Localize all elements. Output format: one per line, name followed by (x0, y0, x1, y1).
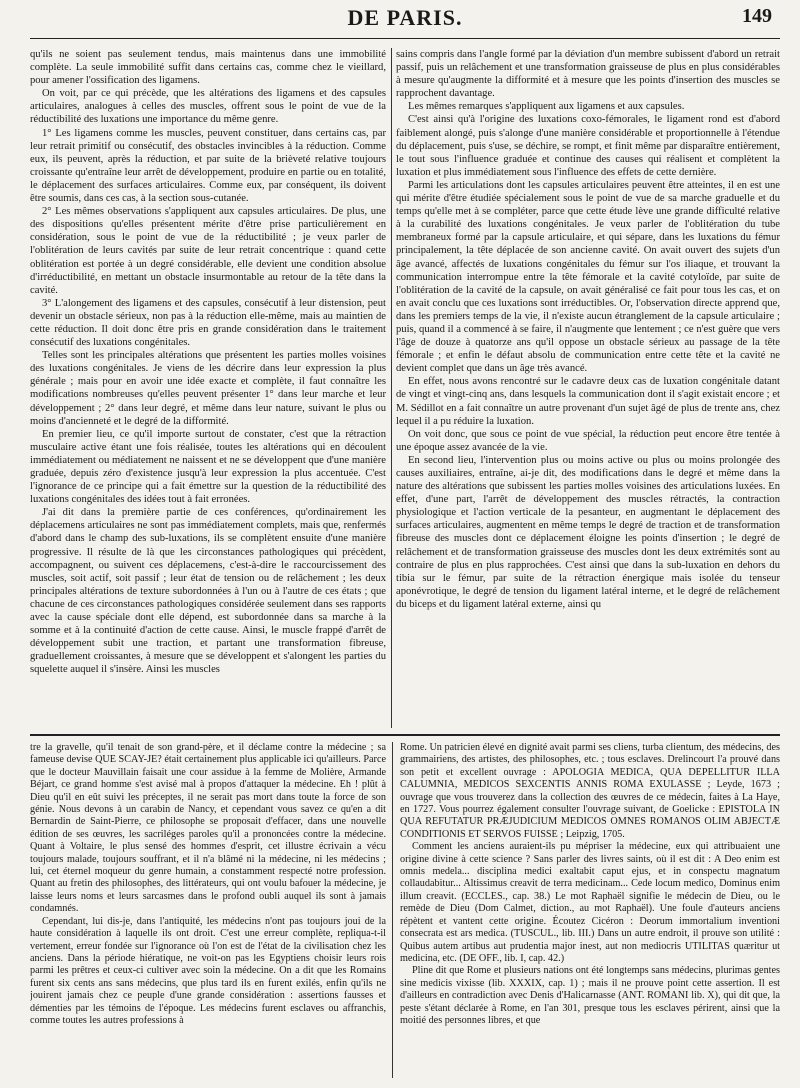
column-bottom-right (400, 742, 780, 1078)
paragraph: On voit, par ce qui précède, que les altérations des ligamens et des capsules articulaires, analogues à celles des muscles, offrent sous le point de vue de la réductibilité des luxations une importance du même genre. (30, 88, 386, 126)
paragraph: En premier lieu, ce qu'il importe surtout de constater, c'est que la rétraction musculaire active étant une fois réalisée, toutes les altérations qui en découlent immédiatement ou médiatement ne naissent et ne se développent que d'une manière graduée, depuis zéro d'existence jusqu'à leur expression la plus accentuée. C'est l'ignorance de ce principe qui a fait émettre sur la question de la réductibilité des luxations congénitales des idées tout à fait erronées. (30, 428, 386, 506)
paragraph: Comment les anciens auraient-ils pu mépriser la médecine, eux qui attribuaient une origine divine à cette science ? Sans parler des livres saints, où il est dit : A Deo enim est omnis medela... disciplina medici exaltabit caput ejus, et in conspectu magnatum collaudabitur... Altissimus creavit de terra medicinam... Cede locum medico, Dominus enim illum creavit. (ECCLES., cap. 38.) Le mot Raphaël signifie le médecin de Dieu, ou le remède de Dieu (Dom Calmet, diction., au mot Raphaël). Une foule d'auteurs anciens répètent et vantent cette origine. Écoutez Cicéron : Deorum immortalium inventioni consecrata est ars medica. (TUSCUL., lib. III.) Dans un autre endroit, il prouve son utilité : Quibus autem artibus aut prudentia major inest, aut non mediocris UTILITAS quæritur ut medicina, etc. (DE OFF., lib. I, cap. 42.) (400, 841, 780, 964)
paragraph: C'est ainsi qu'à l'origine des luxations coxo-fémorales, le ligament rond est d'abord faiblement alongé, puis s'alonge d'une manière considérable et proportionnelle à l'étendue du déplacement, puis s'use, se déchire, se rompt, et finit même par disparaître entièrement, le tout sous l'influence graduée et continue des causes qui réalisent et complètent la luxation et plus immédiatement sous l'influence des effets de cette dernière. (396, 114, 780, 178)
paragraph: On voit donc, que sous ce point de vue spécial, la réduction peut encore être tentée à une époque assez avancée de la vie. (396, 428, 780, 453)
paragraph: Les mêmes remarques s'appliquent aux ligamens et aux capsules. (408, 101, 685, 113)
paragraph: qu'ils ne soient pas seulement tendus, mais maintenus dans une immobilité complète. La seule immobilité suffit dans certains cas, comme chez le vieillard, pour amener l'ossification des ligamens. (30, 49, 386, 87)
paragraph: 2° Les mêmes observations s'appliquent aux capsules articulaires. De plus, une des dispositions qu'elles présentent mérite d'être prise particulièrement en considération, sous le point de vue de la réductibilité ; je veux parler de l'oblitération de leurs cavités par suite de leur retrait concentrique : quand cette oblitération est portée à un degré considérable, elle devient une condition absolue d'irréductibilité, en mettant un obstacle insurmontable au retour de la tête dans la cavité. (30, 206, 386, 296)
paragraph: sains compris dans l'angle formé par la déviation d'un membre subissent d'abord un retrait passif, puis un relâchement et une transformation graisseuse de plus en plus considérables à mesure qu'augmente la difformité et à mesure que les points d'insertion des muscles se rapprochent davantage. (396, 49, 780, 100)
page-number: 149 (742, 5, 772, 27)
paragraph: Rome. Un patricien élevé en dignité avait parmi ses cliens, turba clientum, des médecins, des grammairiens, des artistes, des philosophes, etc. ; tous esclaves. Drelincourt l'a prouvé dans son petit et excellent ouvrage : APOLOGIA MEDICA, QUA DEPELLITUR ILLA CALUMNIA, MEDICOS SEXCENTIS ANNIS ROMA EXULASSE ; Leyde, 1673 ; ouvrage que vous trouverez dans la collection des œuvres de ce médecin, faites à La Haye, en 1727. Vous pourrez également consulter l'ouvrage suivant, de Goelicke : EPISTOLA IN QUA REFUTATUR PRÆJUDICIUM MEDICOS OMNES ROMANOS OLIM ABJECTÆ CONDITIONIS ET SERVOS FUISSE ; Leipzig, 1705. (400, 742, 780, 840)
paragraph: Pline dit que Rome et plusieurs nations ont été longtemps sans médecins, plurimas gentes sine medicis vixisse (lib. XXXIX, cap. 1) ; mais il ne prouve point cette assertion. Il est d'ailleurs en contradiction avec Denis d'Halicarnasse (ANT. ROMANI lib. X), qui dit que, la peste s'étant déclarée à Rome, en l'an 301, presque tous les esclaves périrent, ainsi que la moitié des personnes libres, et que (400, 965, 780, 1026)
column-top-left (30, 48, 386, 728)
section-divider (30, 734, 780, 736)
paragraph: 3° L'alongement des ligamens et des capsules, consécutif à leur distension, peut devenir un obstacle sérieux, non pas à la réduction elle-même, mais au maintien de cette réduction. Il doit donc être pris en grande considération dans le traitement consécutif des luxations congénitales. (30, 297, 386, 349)
column-divider (392, 742, 393, 1078)
paragraph: En second lieu, l'intervention plus ou moins active ou plus ou moins prolongée des causes auxiliaires, entraîne, ai-je dit, des modifications dans le degré et même dans la nature des altérations que subissent les parties molles voisines des articulations luxées. En effet, d'une part, l'arrêt de développement des muscles rétractés, la contraction physiologique et l'action verticale de la pesanteur, en augmentant le déplacement des surfaces articulaires, augmentent en même temps le degré de traction et de transformation fibreuse des muscles dont ce déplacement éloigne les points d'insertion ; le degré de relâchement et de transformation graisseuse des muscles dont les deux extrémités sont au contraire de plus en plus rapprochées. C'est ainsi que dans la sub-luxation en dehors du tibia sur le fémur, par suite de la rétraction énergique mais isolée du tenseur aponévrotique, le degré de tension du ligament latéral interne, et le degré de relâchement du biceps et du ligament latéral externe, ainsi qu (396, 454, 780, 610)
paragraph: En effet, nous avons rencontré sur le cadavre deux cas de luxation congénitale datant de vingt et vingt-cinq ans, dans lesquels la communication dont il s'agit existait encore ; et M. Sédillot en a fait connaître un autre provenant d'un sujet âgé de plus de trente ans, chez lequel il a pu réduire la luxation. (396, 376, 780, 427)
paragraph: tre la gravelle, qu'il tenait de son grand-père, et il déclame contre la médecine ; sa fameuse devise QUE SCAY-JE? était certainement plus applicable ici qu'ailleurs. Parce que le docteur Mauvillain faisait une cour assidue à la femme de Molière, Armande Béjart, ce grand homme s'est avisé mal à propos d'attaquer la médecine. Eh ! plût à Dieu qu'il en eût suivi les préceptes, il ne serait pas mort dans toute la force de son génie. Nous devons à un carabin de Nancy, et cependant vous savez ce qu'en a dit Bernardin de Saint-Pierre, ce philosophe se proposait d'effacer, dans une nouvelle édition de ses œuvres, les sacriléges paroles qu'il a prononcées contre la médecine. Quant à Voltaire, le plus sensé des hommes d'esprit, cet illustre écrivain a vécu toujours malade, toujours souffrant, et il n'a blâmé ni la médecine, ni les médecins ; lui, cet éternel moqueur du genre humain, a constamment respecté notre profession. Quant au fretin des philosophes, des littérateurs, qui ont voulu bafouer la médecine, je laisse leurs noms et leurs sarcasmes dans le profond oubli auquel ils sont à jamais condamnés. (30, 742, 386, 915)
column-top-right (396, 48, 780, 728)
paragraph: Parmi les articulations dont les capsules articulaires peuvent être atteintes, il en est une qui mérite d'être étudiée spécialement sous le point de vue de sa marche graduelle et du temps qu'elle met à se compléter, parce que cette étude lève une grande difficulté relative à la curabilité des luxations congénitales. Je veux parler de l'oblitération du tube membraneux formé par la capsule articulaire, et qui sépare, dans les luxations du fémur principalement, la tête déplacée de son ancienne cavité. On avait ouvert des sujets d'un âge avancé, affectés de luxations congénitales du fémur sur l'os iliaque, et trouvant la communication interrompue entre la tête fémorale et la cavité cotyloïde, par suite de l'oblitération de la cavité de la capsule, on avait généralisé ce fait pour tous les cas, et on en avait conclu que ces luxations sont irréductibles. Or, l'observation directe apprend que, dans les premiers temps de la vie, il n'existe aucun étranglement de la capsule articulaire ; puis, quand il a commencé à se faire, il n'augmente que lentement ; ce n'est guère que vers l'âge de douze à quatorze ans qu'il oppose un obstacle sérieux au passage de la tête fémorale ; et enfin le défaut absolu de communication entre cette tête et la cavité ne devient complet que dans un âge très avancé. (396, 179, 780, 375)
column-divider (391, 48, 392, 728)
column-bottom-left (30, 742, 386, 1078)
paragraph: Cependant, lui dis-je, dans l'antiquité, les médecins n'ont pas toujours joui de la haute considération à laquelle ils ont droit. C'est une erreur complète, repliqua-t-il vertement, erreur fondée sur l'ignorance où l'on est de l'état de la civilisation chez les anciens. Dans la période hiératique, ne voit-on pas les Egyptiens choisir leurs rois parmi les prêtres et ceux-ci cultiver avec soin la médecine. On a dit que les Romains furent six cents ans sans médecins, que plus tard ils en furent exilés, enfin qu'ils ne jouirent jamais chez ce peuple d'une grande considération : assertions fausses et démenties par les témoins de l'époque. Les médecins furent esclaves ou affranchis, comme toutes les autres professions à (30, 915, 386, 1026)
page-title: DE PARIS. (347, 5, 463, 30)
paragraph: Telles sont les principales altérations que présentent les parties molles voisines des luxations congénitales. Je viens de les décrire dans leur expression la plus générale ; mais pour en avoir une idée exacte et complète, il faut connaître les modifications nombreuses qu'elles peuvent présenter 1° dans leur marche et leur développement ; 2° dans leur degré, et même dans leur nature, suivant le plus ou moins d'ancienneté et le degré de la difformité. (30, 350, 386, 427)
page-header (30, 0, 780, 39)
paragraph: 1° Les ligamens comme les muscles, peuvent constituer, dans certains cas, par leur retrait primitif ou consécutif, des obstacles invincibles à la réduction. Comme eux, ils peuvent, après la réduction, et par suite de la brièveté relative toujours croissante qu'entraîne leur arrêt de développement, produire en partie ou en totalité, le déplacement des surfaces articulaires. Comme eux, par conséquent, ils doivent être soumis, dans ces cas, à la section sous-cutanée. (30, 127, 386, 205)
paragraph: J'ai dit dans la première partie de ces conférences, qu'ordinairement les déplacemens articulaires ne sont pas immédiatement complets, mais que, renfermés d'abord dans le champ des sub-luxations, ils se complètent ensuite d'une manière progressive. Il résulte de là que les circonstances pathologiques qui précèdent, accompagnent, ou suivent ces déplacemens, c'est-à-dire le raccourcissement des muscles, soit actif, soit passif ; leur état de tension ou de relâchement ; les deux principales altérations de texture subordonnées à l'un ou à l'autre de ces états ; que chacune de ces circonstances pathologiques considérée seulement dans ses rapports avec la cause spéciale dont elle dépend, est subordonnée dans sa marche à la somme et à la continuité d'action de cette cause. Ainsi, le muscle frappé d'arrêt de développement subit une traction, et partant une transformation fibreuse, graduellement croissantes, à mesure que se développent et s'alongent les parties du squelette auquel il s'insère. Ainsi les muscles (30, 507, 386, 676)
